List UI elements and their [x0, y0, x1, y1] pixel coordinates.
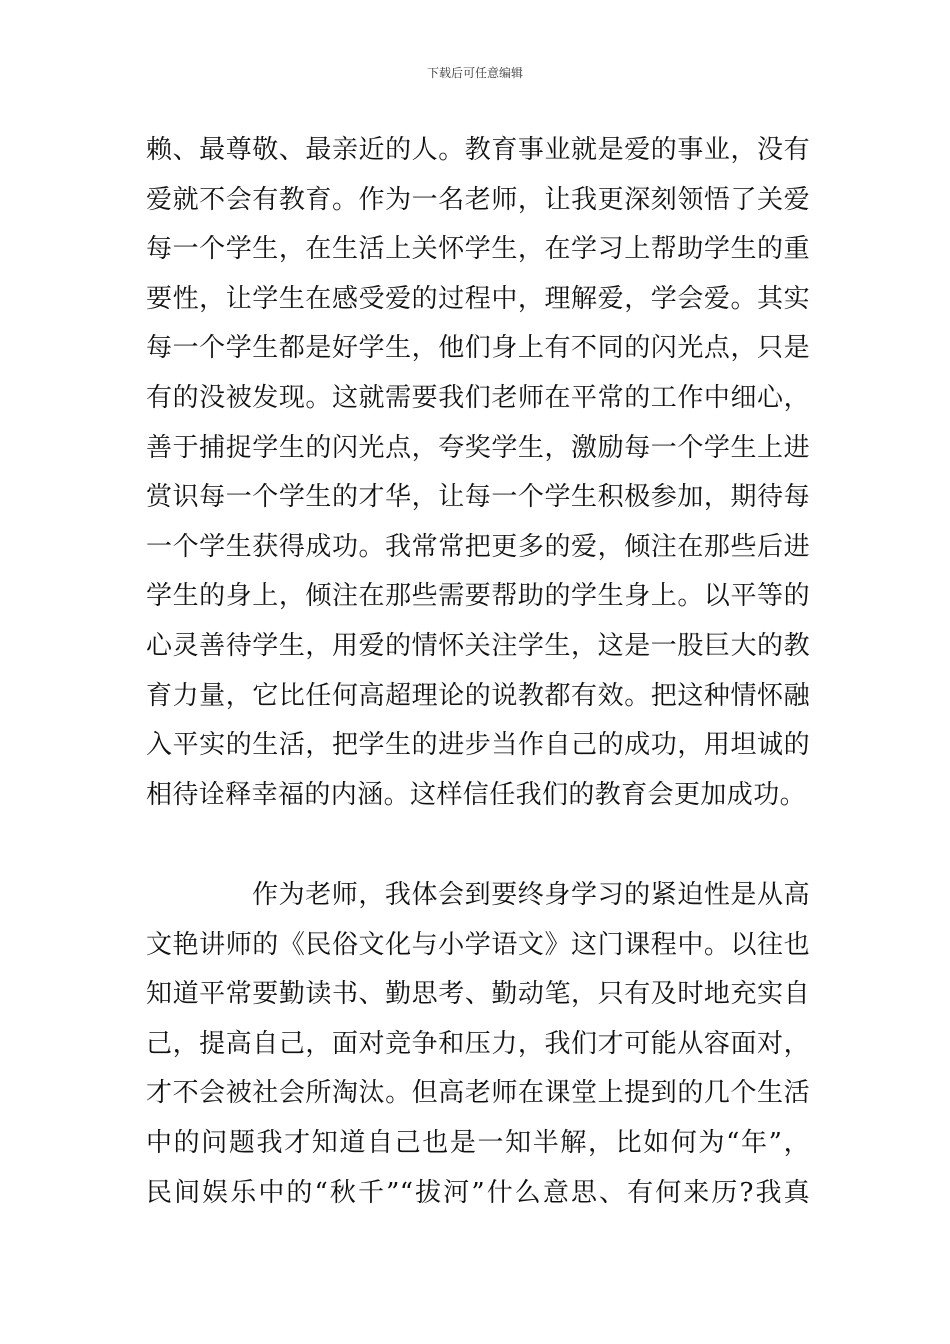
text-line: 每一个学生都是好学生，他们身上有不同的闪光点，只是: [146, 333, 810, 364]
text-line: 要性，让学生在感受爱的过程中，理解爱，学会爱。其实: [146, 283, 810, 314]
text-line: 中的问题我才知道自己也是一知半解，比如何为“年”，: [146, 1127, 810, 1158]
text-line: 民间娱乐中的“秋千”“拔河”什么意思、有何来历?我真: [146, 1177, 810, 1208]
text-line: 才不会被社会所淘汰。但高老师在课堂上提到的几个生活: [146, 1078, 810, 1109]
text-line: 相待诠释幸福的内涵。这样信任我们的教育会更加成功。: [146, 779, 807, 810]
text-line: 育力量，它比任何高超理论的说教都有效。把这种情怀融: [146, 680, 810, 711]
text-line: 有的没被发现。这就需要我们老师在平常的工作中细心，: [146, 382, 810, 413]
text-line: 文艳讲师的《民俗文化与小学语文》这门课程中。以往也: [146, 929, 810, 960]
page-header: 下载后可任意编辑: [426, 66, 523, 80]
text-line: 爱就不会有教育。作为一名老师，让我更深刻领悟了关爱: [146, 184, 810, 215]
text-line: 每一个学生，在生活上关怀学生，在学习上帮助学生的重: [146, 234, 810, 265]
text-line: 赖、最尊敬、最亲近的人。教育事业就是爱的事业，没有: [146, 135, 810, 165]
body-paragraph-2: [146, 871, 810, 1218]
text-line: 心灵善待学生，用爱的情怀关注学生，这是一股巨大的教: [146, 630, 810, 661]
text-line: 己，提高自己，面对竞争和压力，我们才可能从容面对，: [146, 1028, 810, 1059]
body-paragraph-1: [146, 126, 810, 820]
text-line: 赏识每一个学生的才华，让每一个学生积极参加，期待每: [146, 482, 810, 513]
text-line: 善于捕捉学生的闪光点，夸奖学生，激励每一个学生上进: [146, 432, 810, 463]
text-line: 一个学生获得成功。我常常把更多的爱，倾注在那些后进: [146, 531, 810, 562]
text-line: 入平实的生活，把学生的进步当作自己的成功，用坦诚的: [146, 730, 810, 761]
text-line: 知道平常要勤读书、勤思考、勤动笔，只有及时地充实自: [146, 979, 810, 1010]
text-line: 学生的身上，倾注在那些需要帮助的学生身上。以平等的: [146, 581, 810, 612]
text-line: 作为老师，我体会到要终身学习的紧迫性是从高: [252, 880, 810, 910]
